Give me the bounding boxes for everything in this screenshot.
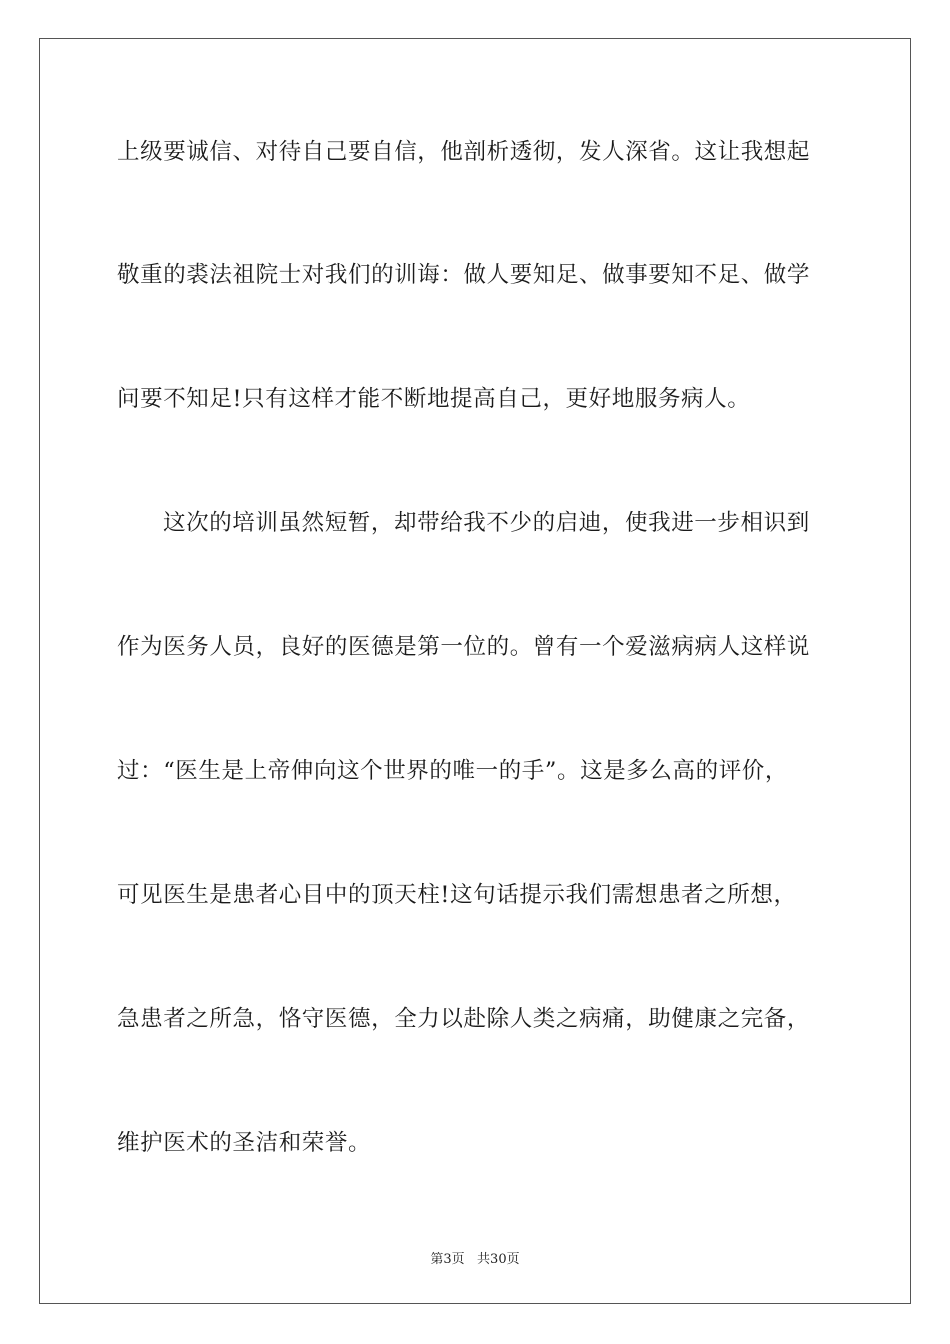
text-line-8: 急患者之所急，恪守医德，全力以赴除人类之病痛，助健康之完备，	[117, 1006, 811, 1032]
page-number-footer: 第3页 共30页	[430, 1252, 520, 1267]
text-line-9: 维护医术的圣洁和荣誉。	[117, 1130, 372, 1156]
text-line-5: 作为医务人员，良好的医德是第一位的。曾有一个爱滋病病人这样说	[117, 634, 811, 660]
page-border	[39, 38, 911, 1304]
text-line-1: 上级要诚信、对待自己要自信，他剖析透彻，发人深省。这让我想起	[117, 139, 811, 165]
text-line-4: 这次的培训虽然短暂，却带给我不少的启迪，使我进一步相识到	[163, 510, 810, 536]
text-line-3: 问要不知足!只有这样才能不断地提高自己，更好地服务病人。	[117, 386, 751, 412]
text-line-7: 可见医生是患者心目中的顶天柱!这句话提示我们需想患者之所想，	[117, 882, 797, 908]
text-line-6: 过：“医生是上帝伸向这个世界的唯一的手”。这是多么高的评价，	[117, 758, 789, 784]
text-line-2: 敬重的裘法祖院士对我们的训诲：做人要知足、做事要知不足、做学	[117, 262, 811, 288]
